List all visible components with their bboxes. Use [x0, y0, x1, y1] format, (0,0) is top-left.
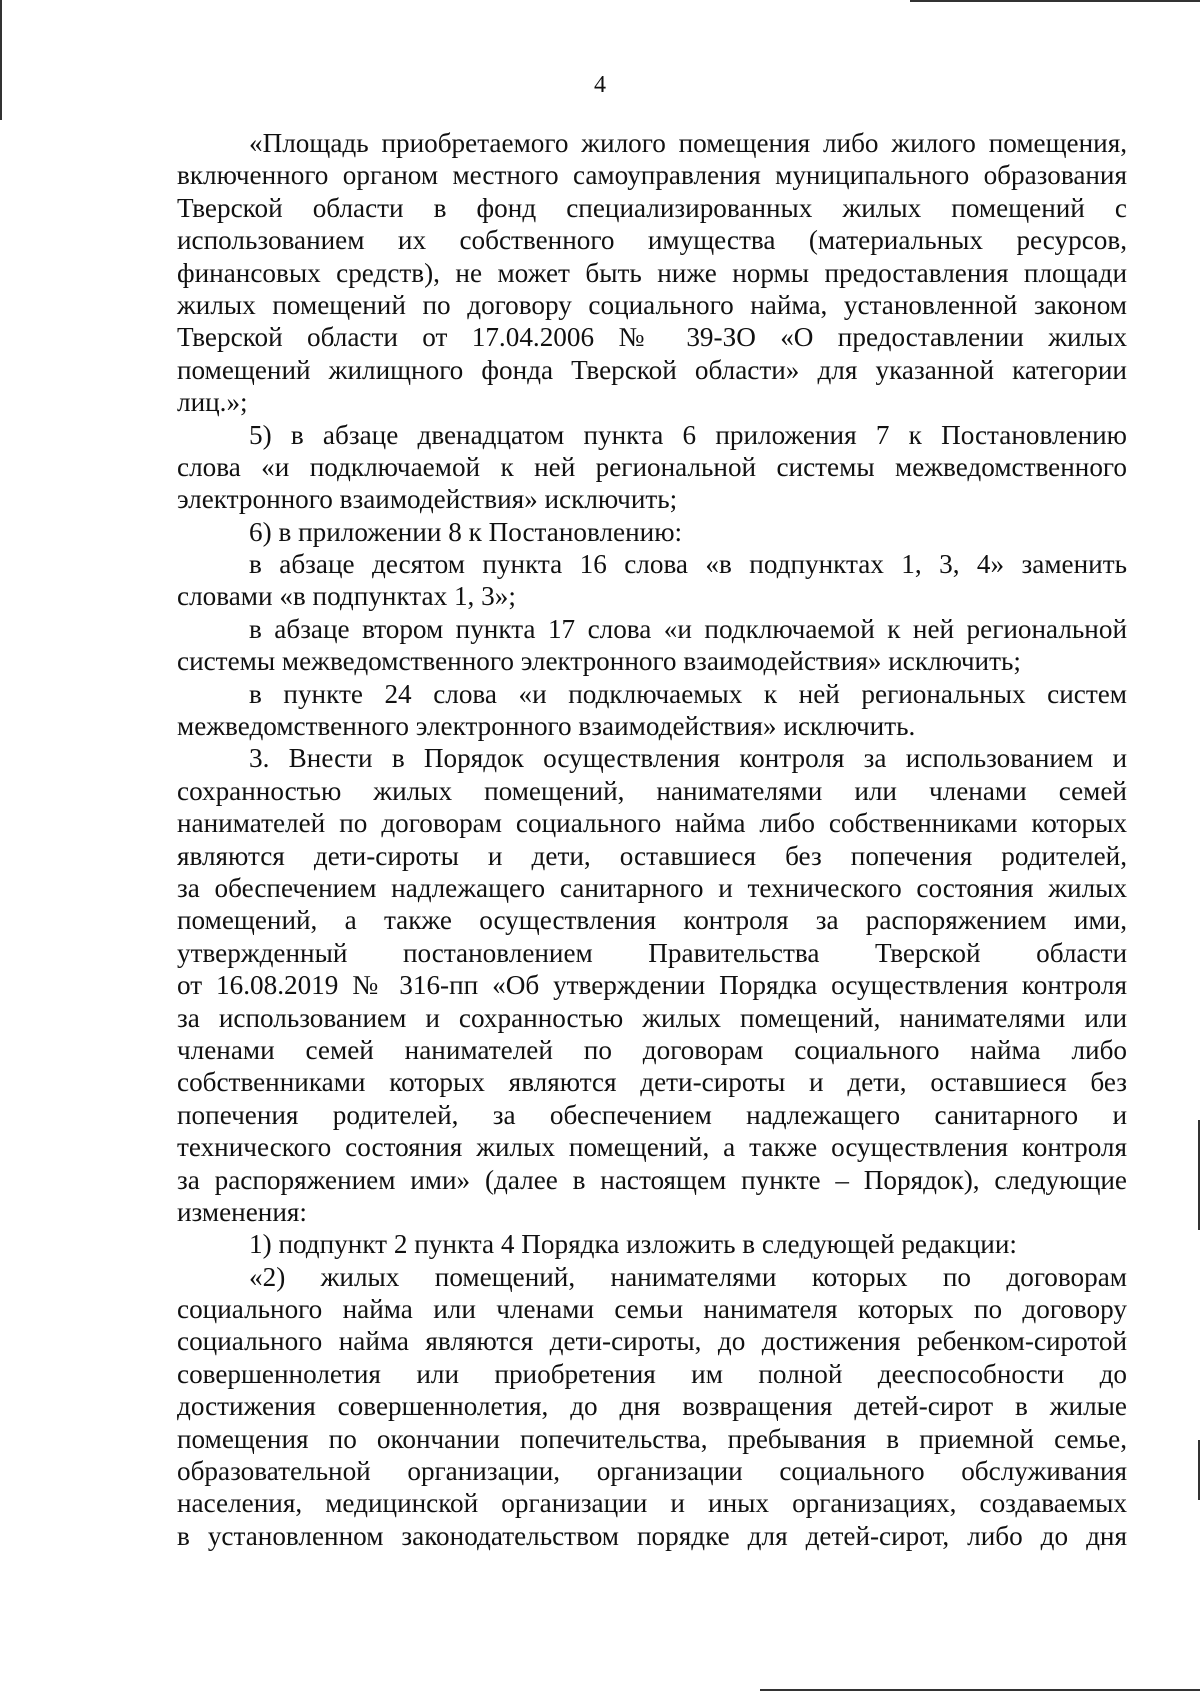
- text-line: сохранностью жилых помещений, нанимателями или членами семей: [177, 775, 1127, 806]
- text-line: системы межведомственного электронного взаимодействия» исключить;: [177, 646, 1021, 677]
- text-line: за использованием и сохранностью жилых помещений, нанимателями или: [177, 1002, 1127, 1033]
- text-line: финансовых средств), не может быть ниже нормы предоставления площади: [177, 257, 1127, 288]
- text-line: являются дети-сироты и дети, оставшиеся без попечения родителей,: [177, 840, 1127, 871]
- text-line: помещения по окончании попечительства, пребывания в приемной семье,: [177, 1423, 1127, 1454]
- text-line: 5) в абзаце двенадцатом пункта 6 приложения 7 к Постановлению: [249, 419, 1127, 450]
- text-line: нанимателей по договорам социального найма либо собственниками которых: [177, 808, 1127, 839]
- text-line: лиц.»;: [177, 387, 248, 418]
- scan-edge-line: [760, 1689, 1200, 1691]
- text-line: в абзаце втором пункта 17 слова «и подключаемой к ней региональной: [249, 613, 1127, 644]
- text-line: в абзаце десятом пункта 16 слова «в подпунктах 1, 3, 4» заменить: [249, 549, 1127, 580]
- text-line: электронного взаимодействия» исключить;: [177, 484, 678, 515]
- text-line: 6) в приложении 8 к Постановлению:: [249, 516, 683, 547]
- text-line: достижения совершеннолетия, до дня возвращения детей-сирот в жилые: [177, 1391, 1127, 1422]
- text-line: от 16.08.2019 № 316-пп «Об утверждении Порядка осуществления контроля: [177, 970, 1127, 1001]
- text-line: межведомственного электронного взаимодействия» исключить.: [177, 711, 916, 742]
- text-line: совершеннолетия или приобретения им полной дееспособности до: [177, 1358, 1127, 1389]
- text-line: социального найма являются дети-сироты, до достижения ребенком-сиротой: [177, 1326, 1127, 1357]
- text-line: слова «и подключаемой к ней региональной системы межведомственного: [177, 451, 1127, 482]
- text-line: образовательной организации, организации социального обслуживания: [177, 1456, 1127, 1487]
- text-line: в установленном законодательством порядке для детей-сирот, либо до дня: [177, 1520, 1127, 1551]
- text-line: использованием их собственного имущества (материальных ресурсов,: [177, 225, 1127, 256]
- text-line: 3. Внести в Порядок осуществления контроля за использованием и: [249, 743, 1127, 774]
- text-line: Тверской области от 17.04.2006 № 39-ЗО «О предоставлении жилых: [177, 322, 1127, 353]
- text-line: словами «в подпунктах 1, 3»;: [177, 581, 516, 612]
- text-line: изменения:: [177, 1196, 307, 1227]
- document-body: [177, 127, 1127, 1552]
- text-line: населения, медицинской организации и иных организациях, создаваемых: [177, 1488, 1127, 1519]
- page-number: 4: [594, 72, 606, 98]
- text-line: «Площадь приобретаемого жилого помещения либо жилого помещения,: [249, 128, 1127, 158]
- text-line: социального найма или членами семьи нанимателя которых по договору: [177, 1294, 1127, 1325]
- text-line: включенного органом местного самоуправления муниципального образования: [177, 160, 1127, 191]
- text-line: жилых помещений по договору социального найма, установленной законом: [177, 289, 1127, 320]
- text-line: утвержденный постановлением Правительства Тверской области: [177, 937, 1127, 968]
- text-line: технического состояния жилых помещений, а также осуществления контроля: [177, 1132, 1127, 1163]
- text-line: помещений, а также осуществления контроля за распоряжением ими,: [177, 905, 1127, 936]
- text-line: «2) жилых помещений, нанимателями которых по договорам: [249, 1261, 1127, 1292]
- scan-edge-line: [910, 0, 1200, 2]
- scan-edge-line: [0, 0, 2, 120]
- text-line: за распоряжением ими» (далее в настоящем пункте – Порядок), следующие: [177, 1164, 1127, 1195]
- text-line: за обеспечением надлежащего санитарного и технического состояния жилых: [177, 872, 1127, 903]
- text-line: 1) подпункт 2 пункта 4 Порядка изложить в следующей редакции:: [249, 1229, 1017, 1260]
- text-line: попечения родителей, за обеспечением надлежащего санитарного и: [177, 1099, 1127, 1130]
- text-line: Тверской области в фонд специализированных жилых помещений с: [177, 192, 1127, 223]
- text-line: в пункте 24 слова «и подключаемых к ней региональных систем: [249, 678, 1127, 709]
- text-line: помещений жилищного фонда Тверской области» для указанной категории: [177, 354, 1127, 385]
- text-line: членами семей нанимателей по договорам социального найма либо: [177, 1034, 1127, 1065]
- text-line: собственниками которых являются дети-сироты и дети, оставшиеся без: [177, 1067, 1127, 1098]
